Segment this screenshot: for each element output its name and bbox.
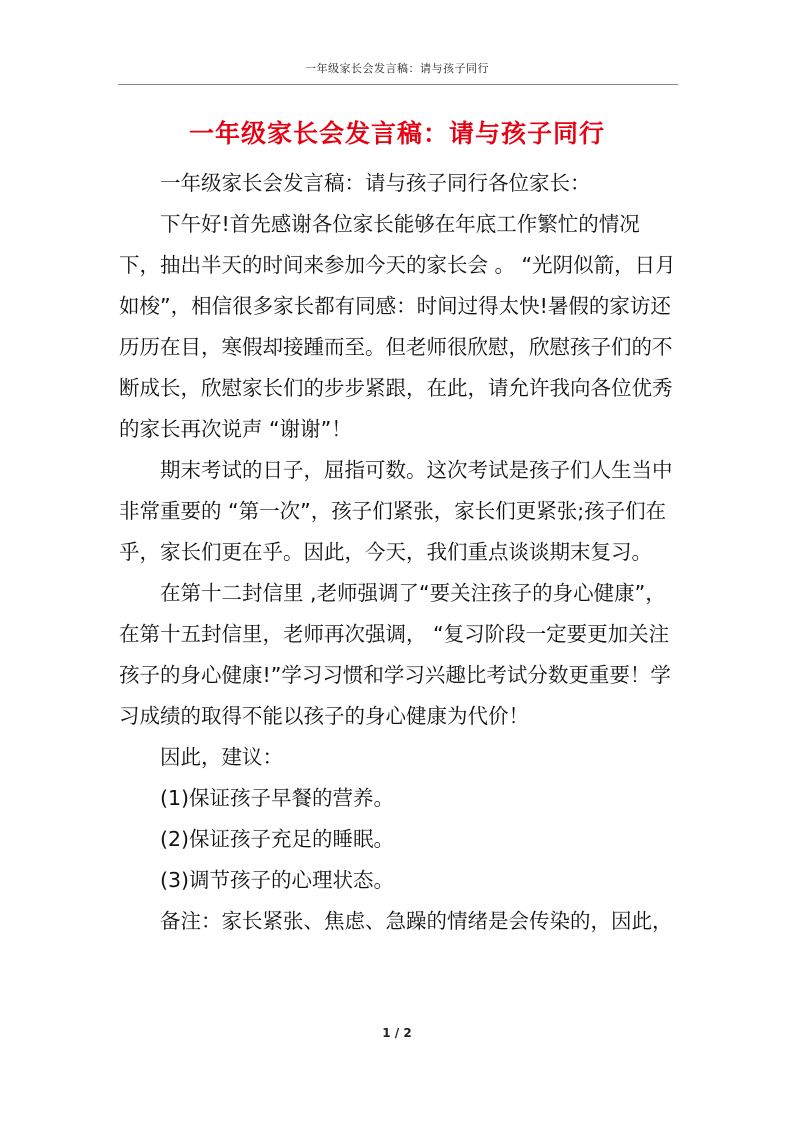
paragraph-note: 备注：家长紧张、焦虑、急躁的情绪是会传染的，因此， [160,909,673,933]
paragraph-salutation: 一年级家长会发言稿：请与孩子同行各位家长： [160,171,591,195]
document-body [119,163,679,942]
header-divider [118,84,678,85]
list-item-mood: (3)调节孩子的心理状态。 [160,868,395,892]
paragraph-letters: 在第十二封信里 ,老师强调了“要关注孩子的身心健康”，在第十五封信里，老师再次强调， “复习阶段一定要更加关注孩子的身心健康!”学习习惯和学习兴趣比考试分数更重要！学习成绩的取得不能以孩子的身心健康为代价！ [119,581,671,728]
page-number: 1 / 2 [382,1026,412,1040]
paragraph-suggestion-intro: 因此，建议： [160,745,283,769]
list-item-sleep: (2)保证孩子充足的睡眠。 [160,827,395,851]
document-title: 一年级家长会发言稿：请与孩子同行 [188,119,605,148]
running-header: 一年级家长会发言稿：请与孩子同行 [305,62,489,75]
paragraph-greeting: 下午好!首先感谢各位家长能够在年底工作繁忙的情况下，抽出半天的时间来参加今天的家长会 。 “光阴似箭，日月如梭”，相信很多家长都有同感：时间过得太快!暑假的家访还历历在目，寒假却接踵而至。但老师很欣慰，欣慰孩子们的不断成长，欣慰家长们的步步紧跟，在此，请允许我向各位优秀的家长再次说声 “谢谢”！ [119,212,676,441]
list-item-breakfast: (1)保证孩子早餐的营养。 [160,786,395,810]
paragraph-exam: 期末考试的日子，屈指可数。这次考试是孩子们人生当中非常重要的 “第一次”，孩子们紧张，家长们更紧张;孩子们在乎，家长们更在乎。因此，今天，我们重点谈谈期末复习。 [119,458,673,564]
